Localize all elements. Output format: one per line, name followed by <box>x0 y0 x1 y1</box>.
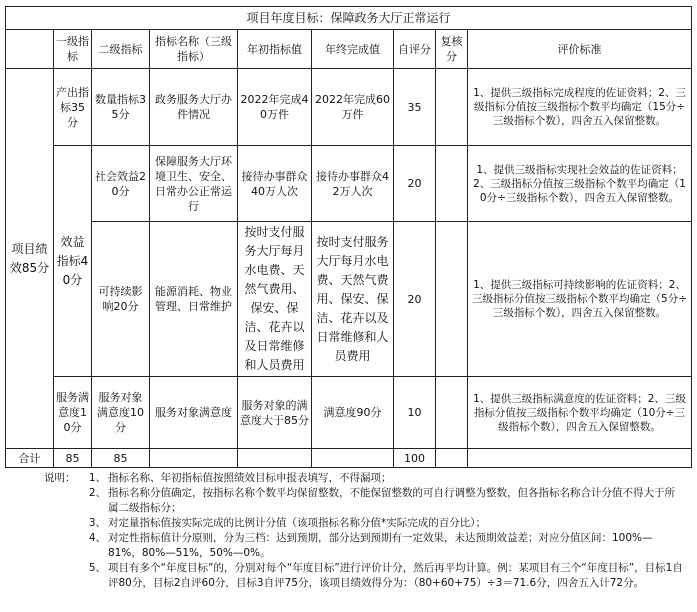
sustain-final-value: 按时支付服务大厅每月水电费、天然气费用、保安、保洁、花卉以及日常维修和人员费用 <box>312 222 394 377</box>
sustain-self-score: 20 <box>394 222 436 377</box>
evaluation-table <box>5 6 692 468</box>
output-final-value: 2022年完成60万件 <box>312 69 394 146</box>
total-level2: 85 <box>92 449 150 468</box>
header-criteria: 评价标准 <box>468 30 692 69</box>
social-indicator: 保障服务大厅环境卫生、安全、日常办公正常运行 <box>150 146 238 222</box>
note-number: 3、 <box>88 517 106 529</box>
social-criteria: 1、提供三级指标实现社会效益的佐证资料；2、三级指标分值按三级指标个数平均确定（10分÷三级指标个数），四舍五入保留整数。 <box>468 146 692 222</box>
sustain-level2: 可持续影响20分 <box>92 222 150 377</box>
sustain-criteria: 1、提供三级指标可持续影响的佐证资料；2、三级指标分值按三级指标个数平均确定（5分÷三级指标个数），四舍五入保留整数。 <box>468 222 692 377</box>
note-item <box>44 516 684 531</box>
sustain-initial-value: 按时支付服务大厅每月水电费、天然气费用、保安、保洁、花卉以及日常维修和人员费用 <box>238 222 312 377</box>
header-row <box>6 30 692 69</box>
social-benefit-row <box>6 146 692 222</box>
note-item <box>44 561 684 591</box>
note-text: 指标名称分值确定，按指标名称个数平均保留整数，不能保留整数的可自行调整为整数，但各指标名称合计分值不得大于所属二级指标分； <box>108 487 675 514</box>
benefit-level1: 效益指标40分 <box>54 146 92 377</box>
performance-sheet <box>5 6 691 468</box>
header-self-score: 自评分 <box>394 30 436 69</box>
total-self-score: 100 <box>394 449 436 468</box>
social-self-score: 20 <box>394 146 436 222</box>
satisfaction-initial-value: 服务对象的满意度大于85分 <box>238 377 312 449</box>
satisfaction-criteria: 1、提供三级指标满意度的佐证资料；2、三级指标分值按三级指标个数平均确定（10分÷三级指标个数），四舍五入保留整数。 <box>468 377 692 449</box>
output-self-score: 35 <box>394 69 436 146</box>
total-initial <box>238 449 312 468</box>
social-final-value: 接待办事群众42万人次 <box>312 146 394 222</box>
project-annual-goal: 项目年度目标：保障政务大厅正常运行 <box>6 7 692 30</box>
output-indicator: 政务服务大厅办件情况 <box>150 69 238 146</box>
note-number: 2、 <box>88 487 106 499</box>
header-level2: 二级指标 <box>92 30 150 69</box>
note-item <box>44 471 684 486</box>
total-row <box>6 449 692 468</box>
social-initial-value: 接待办事群众40万人次 <box>238 146 312 222</box>
note-text: 项目有多个“年度目标”的，分别对每个“年度目标”进行评价计分，然后再平均计算。例：某项目有三个“年度目标”，目标1自评80分，目标2自评60分，目标3自评75分，该项目绩效得分为：（80+60+75）÷3＝71.6分，四舍五入计72分。 <box>108 562 683 589</box>
sustain-row <box>6 222 692 377</box>
header-review-score: 复核分 <box>436 30 468 69</box>
output-level1: 产出指标35分 <box>54 69 92 146</box>
notes-section <box>44 471 684 591</box>
satisfaction-indicator: 服务对象满意度 <box>150 377 238 449</box>
social-level2: 社会效益20分 <box>92 146 150 222</box>
satisfaction-review-score <box>436 377 468 449</box>
header-final-value: 年终完成值 <box>312 30 394 69</box>
note-number: 1、 <box>88 472 106 484</box>
note-item <box>44 486 684 516</box>
satisfaction-row <box>6 377 692 449</box>
note-text: 对定量指标值按实际完成的比例计分值（该项指标名称分值*实际完成的百分比）； <box>108 517 486 529</box>
note-text: 指标名称、年初指标值按照绩效目标申报表填写，不得漏项； <box>108 472 392 484</box>
sustain-review-score <box>436 222 468 377</box>
note-item <box>44 531 684 561</box>
note-number: 5、 <box>88 562 106 574</box>
output-row <box>6 69 692 146</box>
satisfaction-self-score: 10 <box>394 377 436 449</box>
header-level1: 一级指标 <box>54 30 92 69</box>
output-review-score <box>436 69 468 146</box>
output-level2: 数量指标35分 <box>92 69 150 146</box>
title-row <box>6 7 692 30</box>
satisfaction-level1: 服务满意度10分 <box>54 377 92 449</box>
satisfaction-final-value: 满意度90分 <box>312 377 394 449</box>
notes-lead: 说明： <box>44 472 76 484</box>
header-initial-value: 年初指标值 <box>238 30 312 69</box>
total-criteria <box>468 449 692 468</box>
total-indicator <box>150 449 238 468</box>
total-level1: 85 <box>54 449 92 468</box>
output-criteria: 1、提供三级指标完成程度的佐证资料；2、三级指标分值按三级指标个数平均确定（15分÷三级指标个数），四舍五入保留整数。 <box>468 69 692 146</box>
total-label: 合计 <box>6 449 54 468</box>
sustain-indicator: 能源消耗、物业管理、日常维护 <box>150 222 238 377</box>
social-review-score <box>436 146 468 222</box>
project-performance-label: 项目绩效85分 <box>6 69 54 449</box>
note-number: 4、 <box>88 532 106 544</box>
satisfaction-level2: 服务对象满意度10分 <box>92 377 150 449</box>
note-text: 对定性指标值计分原则，分为三档：达到预期，部分达到预期有一定效果，未达预期效益差；对应分值区间：100%—81%，80%—51%，50%—0%。 <box>108 532 653 559</box>
header-indicator: 指标名称（三级指标） <box>150 30 238 69</box>
output-initial-value: 2022年完成40万件 <box>238 69 312 146</box>
total-final <box>312 449 394 468</box>
header-blank <box>6 30 54 69</box>
total-review-score <box>436 449 468 468</box>
